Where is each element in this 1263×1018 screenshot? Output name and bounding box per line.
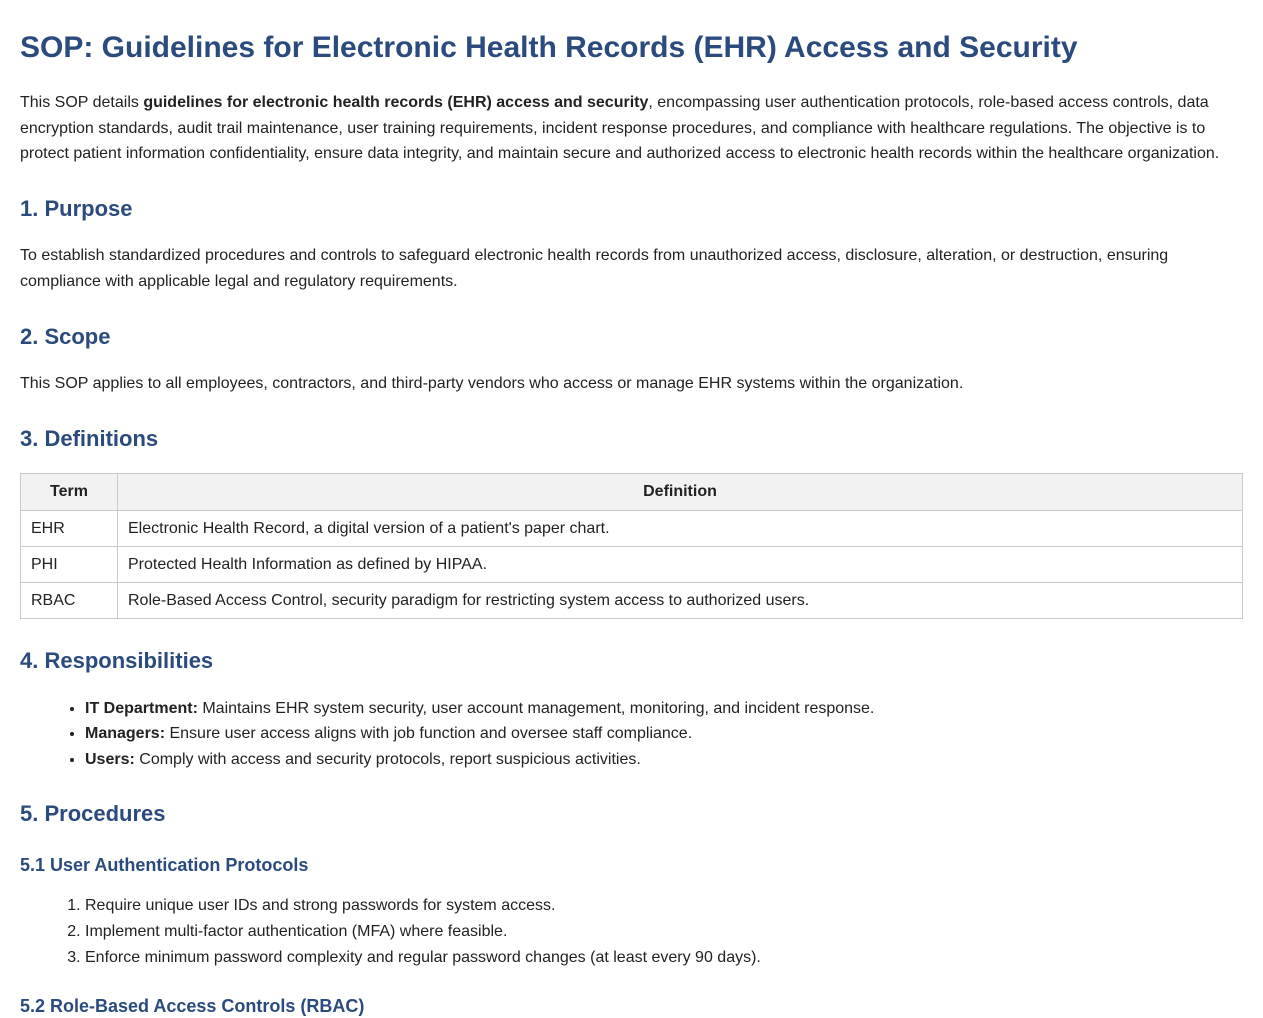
list-item-text: Maintains EHR system security, user account management, monitoring, and incident response. [197,699,875,717]
table-header-definition: Definition [118,474,1243,510]
list-item [85,747,1243,773]
list-item: 3. Enforce minimum password complexity and regular password changes (at least every 90 days). [85,945,1243,971]
list-item-label: Users: [85,750,135,768]
definitions-table [20,473,1243,619]
definition-cell: Electronic Health Record, a digital version of a patient's paper chart. [118,510,1243,546]
page-title: SOP: Guidelines for Electronic Health Records (EHR) Access and Security [20,31,1078,64]
section-heading-scope: 2. Scope [20,323,111,349]
auth-protocols-list [20,893,1243,970]
responsibilities-list [20,696,1243,773]
definition-cell: Protected Health Information as defined by HIPAA. [118,546,1243,582]
term-cell: RBAC [21,582,118,618]
list-item-text: Ensure user access aligns with job function and oversee staff compliance. [165,725,693,743]
list-item [85,696,1243,722]
subsection-heading-rbac: 5.2 Role-Based Access Controls (RBAC) [20,996,365,1017]
subsection-heading-user-authentication: 5.1 User Authentication Protocols [20,855,309,876]
section-heading-procedures: 5. Procedures [20,801,166,827]
table-header-term: Term [21,474,118,510]
intro-text-bold: guidelines for electronic health records (EHR) access and security [143,94,649,111]
term-cell: EHR [21,510,118,546]
list-item: 1. Require unique user IDs and strong passwords for system access. [85,893,1243,919]
term-cell: PHI [21,546,118,582]
list-item: 2. Implement multi-factor authentication (MFA) where feasible. [85,919,1243,945]
table-row [21,582,1243,618]
list-item-label: Managers: [85,725,166,743]
list-item [85,721,1243,747]
scope-paragraph: This SOP applies to all employees, contractors, and third-party vendors who access or manage EHR systems within the organization. [20,375,964,393]
section-heading-purpose: 1. Purpose [20,195,133,221]
table-row [21,546,1243,582]
section-heading-definitions: 3. Definitions [20,425,159,451]
table-row [21,510,1243,546]
list-item-label: IT Department: [85,699,198,717]
intro-paragraph [20,90,1243,167]
intro-text-pre: This SOP details [20,94,144,111]
table-header-row [21,474,1243,510]
purpose-paragraph: To establish standardized procedures and controls to safeguard electronic health records from unauthorized access, disclosure, alteration, or destruction, ensuring compliance with applicable legal and regulatory requirements. [20,247,1169,290]
definition-cell: Role-Based Access Control, security paradigm for restricting system access to authorized users. [118,582,1243,618]
section-heading-responsibilities: 4. Responsibilities [20,648,214,674]
intro-text-post: , encompassing user authentication protocols, role-based access controls, data encryption standards, audit trail maintenance, user training requirements, incident response procedures, and compliance with healthcare regulations. The objective is to protect patient information confidentiality, ensure data integrity, and maintain secure and authorized access to electronic health records within the healthcare organization. [20,94,1220,163]
list-item-text: Comply with access and security protocols, report suspicious activities. [134,750,641,768]
